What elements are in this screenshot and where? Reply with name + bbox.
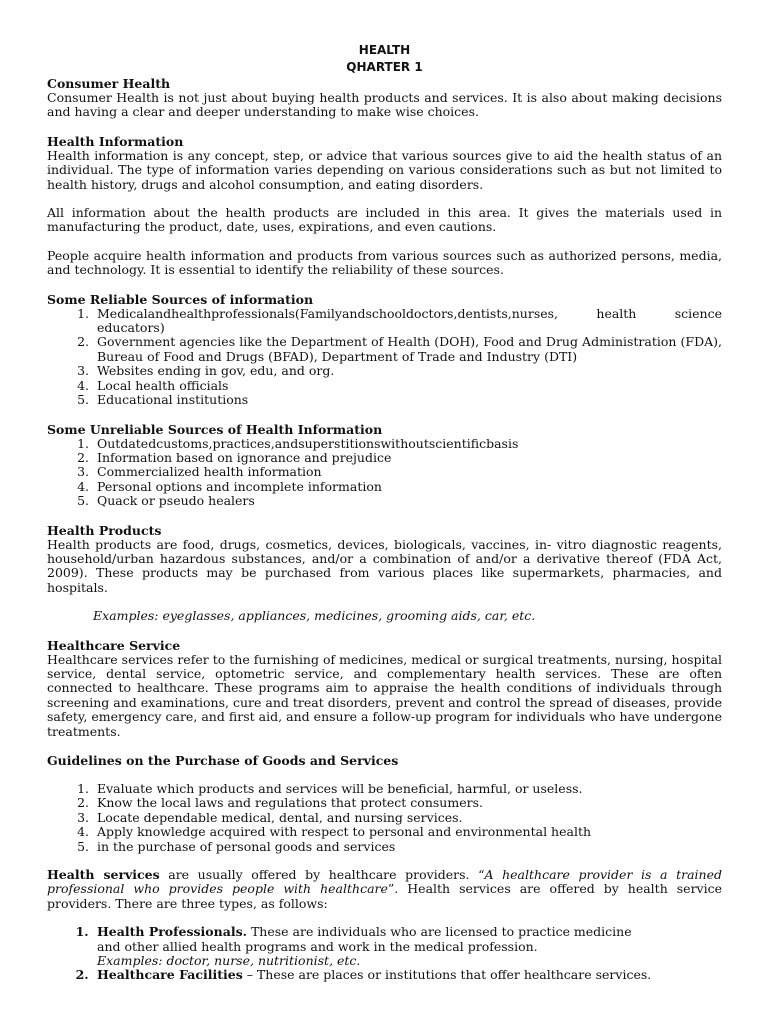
healthcare-service-heading: Healthcare Service [47, 637, 181, 653]
list-item: 5. Educational institutions [93, 393, 722, 407]
type-examples: Examples: doctor, nurse, nutritionist, etc. [97, 953, 361, 969]
unreliable-sources-list [47, 437, 722, 509]
list-item: 4. Personal options and incomplete information [93, 480, 722, 494]
list-item: 1. Evaluate which products and services will be beneficial, harmful, or useless. [93, 782, 722, 796]
type-name: Health Professionals. [97, 924, 247, 940]
consumer-health-heading: Consumer Health [47, 76, 171, 91]
list-item: 5. in the purchase of personal goods and services [93, 840, 722, 854]
health-services-tail: ”. Health services are offered by health service providers. There are three types, as follows: [47, 881, 722, 911]
unreliable-sources-heading: Some Unreliable Sources of Health Information [47, 421, 383, 437]
health-information-p2: All information about the health products are included in this area. It gives the materials used in manufacturing the product, date, uses, expirations, and even cautions. [47, 205, 722, 235]
health-products-examples: Examples: eyeglasses, appliances, medicines, grooming aids, car, etc. [93, 608, 536, 624]
guidelines-heading: Guidelines on the Purchase of Goods and Services [47, 753, 399, 768]
list-item [93, 925, 722, 968]
health-information-heading: Health Information [47, 133, 184, 149]
type-text: – These are places or institutions that offer healthcare services. [242, 967, 652, 983]
type-text: These are individuals who are licensed to practice medicine [246, 924, 632, 940]
health-information-p1: Health information is any concept, step, or advice that various sources give to aid the health status of an individual. The type of information varies depending on various considerations such as but not limited to health history, drugs and alcohol consumption, and eating disorders. [47, 147, 722, 192]
list-item: 5. Quack or pseudo healers [93, 494, 722, 508]
health-services-lead-text: are usually offered by healthcare providers. “ [159, 867, 485, 883]
consumer-health-text: Consumer Health is not just about buying health products and services. It is also about making decisions and having a clear and deeper understanding to make wise choices. [47, 90, 722, 120]
list-item: 3. Commercialized health information [93, 465, 722, 479]
health-information-p3: People acquire health information and products from various sources such as authorized persons, media, and technology. It is essential to identify the reliability of these sources. [47, 247, 722, 278]
list-item: 2. Government agencies like the Department of Health (DOH), Food and Drug Administration (FDA), Bureau of Food and Drugs (BFAD), Department of Trade and Industry (DTI) [93, 335, 722, 364]
list-item: 1. Medicalandhealthprofessionals(Familyandschooldoctors,dentists,nurses, health science educators) [93, 307, 722, 336]
list-item: 3. Locate dependable medical, dental, and nursing services. [93, 811, 722, 825]
type-name: Healthcare Facilities [97, 967, 243, 983]
guidelines-list [47, 782, 722, 854]
list-item: 4. Local health officials [93, 379, 722, 393]
list-item: 4. Apply knowledge acquired with respect to personal and environmental health [93, 825, 722, 839]
list-item [93, 968, 722, 982]
type-text-2: and other allied health programs and work in the medical profession. [97, 938, 538, 954]
list-item: 3. Websites ending in gov, edu, and org. [93, 364, 722, 378]
health-service-types-list [47, 925, 722, 983]
healthcare-service-text: Healthcare services refer to the furnishing of medicines, medical or surgical treatments, nursing, hospital service, dental service, optometric service, and complementary health services. These are often connected to healthcare. These programs aim to appraise the health conditions of individuals through screening and examinations, cure and treat disorders, prevent and control the spread of diseases, provide safety, emergency care, and first aid, and ensure a follow-up program for individuals who have undergone treatments. [47, 651, 722, 739]
health-services-lead: Health services [47, 867, 160, 883]
reliable-sources-list [47, 307, 722, 408]
health-services-quote: A healthcare provider is a trained professional who provides people with healthcare [47, 867, 722, 897]
reliable-sources-heading: Some Reliable Sources of information [47, 291, 314, 307]
list-item: 2. Know the local laws and regulations that protect consumers. [93, 796, 722, 810]
health-services-paragraph [47, 868, 722, 911]
doc-subtitle: QHARTER 1 [346, 60, 423, 74]
list-item: 1. Outdatedcustoms,practices,andsuperstitionswithoutscientificbasis [93, 437, 722, 451]
health-products-heading: Health Products [47, 522, 162, 538]
list-item: 2. Information based on ignorance and prejudice [93, 451, 722, 465]
doc-title: HEALTH [358, 43, 411, 57]
health-products-text: Health products are food, drugs, cosmetics, devices, biologicals, vaccines, in- vitro diagnostic reagents, household/urban hazardous substances, and/or a combination of and/or a derivative thereof (FDA Act, 2009). These products may be purchased from various places like supermarkets, pharmacies, and hospitals. [47, 536, 722, 595]
